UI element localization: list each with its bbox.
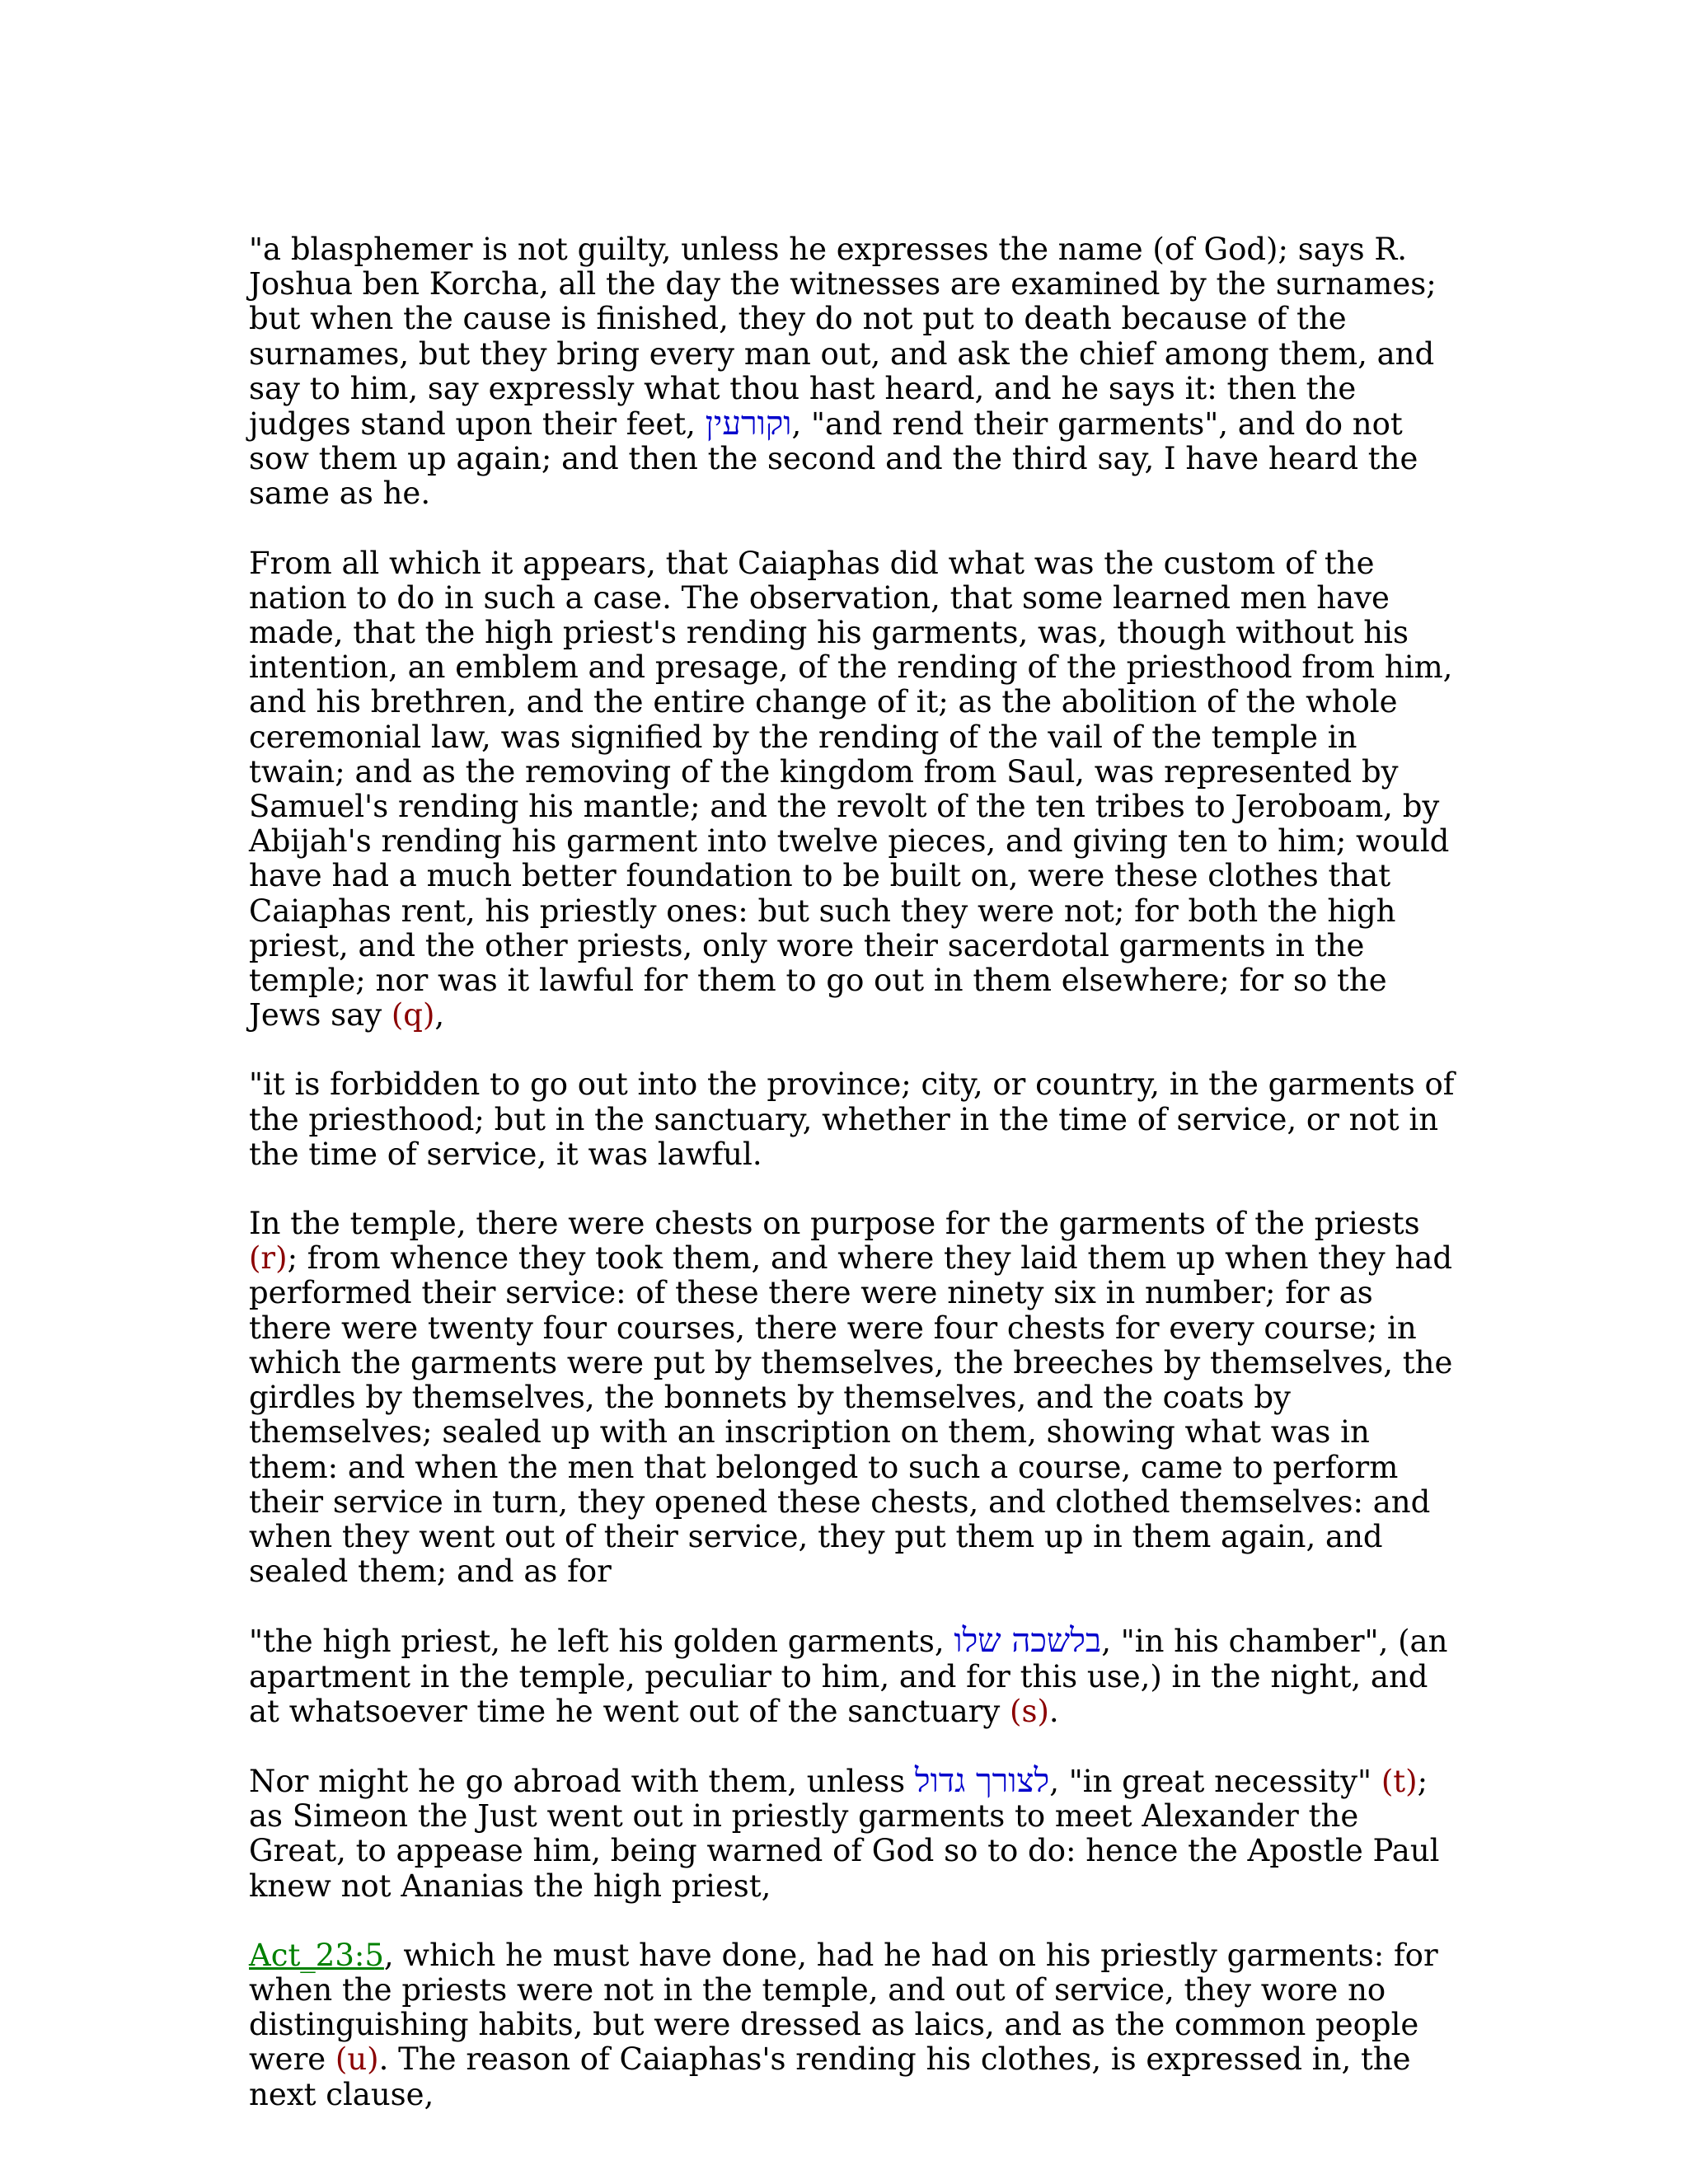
paragraph-commentary <box>249 1207 1461 1589</box>
paragraph-quote <box>249 1067 1461 1172</box>
paragraph-commentary <box>249 1938 1461 2112</box>
paragraph-gap <box>249 1904 1461 1938</box>
text-run: In the temple, there were chests on purpose for the garments of the priests <box>249 1206 1420 1242</box>
text-run: , "in great necessity" <box>1049 1763 1381 1799</box>
hebrew-term: בלשכה שלו <box>954 1622 1102 1661</box>
hebrew-term: וקורעין <box>705 405 792 443</box>
paragraph-quote <box>249 1624 1461 1729</box>
paragraph-gap <box>249 512 1461 546</box>
paragraph-gap <box>249 1729 1461 1764</box>
paragraph-gap <box>249 1033 1461 1067</box>
text-run: , "and rend their garments", and do not sow them up again; and then the second and the third say, I have heard the same as he. <box>249 406 1418 512</box>
footnote-ref-r[interactable]: (r) <box>249 1240 288 1277</box>
text-run: "a blasphemer is not guilty, unless he expresses the name (of God); says R. Joshua ben Korcha, all the day the witnesses are examined by the surnames; but when the cause is finished, they do not put to death because of the surnames, but they bring every man out, and ask the chief among them, and say to him, say expressly what thou hast heard, and he says it: then the judges stand upon their feet, <box>249 232 1437 443</box>
text-run: , <box>434 997 445 1033</box>
commentary-page <box>249 232 1461 2112</box>
text-run: . <box>1048 1693 1059 1729</box>
footnote-ref-t[interactable]: (t) <box>1381 1763 1418 1799</box>
text-run: Nor might he go abroad with them, unless <box>249 1763 915 1799</box>
scripture-link-acts-23-5[interactable]: Act_23:5 <box>249 1937 384 1973</box>
text-run: ; from whence they took them, and where they laid them up when they had performed their service: of these there were ninety six in number; for as there were twenty four courses, there were four chests for every course; in which the garments were put by themselves, the breeches by themselves, the girdles by themselves, the bonnets by themselves, and the coats by themselves; sealed up with an inscription on them, showing what was in them: and when the men that belonged to such a course, came to perform their service in turn, they opened these chests, and clothed themselves: and when they went out of their service, they put them up in them again, and sealed them; and as for <box>249 1240 1453 1590</box>
text-run: "the high priest, he left his golden garments, <box>249 1624 954 1660</box>
text-run: . The reason of Caiaphas's rending his clothes, is expressed in, the next clause, <box>249 2041 1411 2112</box>
footnote-ref-q[interactable]: (q) <box>391 997 435 1033</box>
footnote-ref-s[interactable]: (s) <box>1010 1693 1049 1729</box>
text-run: , "in his chamber", (an apartment in the temple, peculiar to him, and for this use,) in the night, and at whatsoever time he went out of the sanctuary <box>249 1624 1448 1729</box>
text-run: From all which it appears, that Caiaphas did what was the custom of the nation to do in such a case. The observation, that some learned men have made, that the high priest's rending his garments, was, though without his intention, an emblem and presage, of the rending of the priesthood from him, and his brethren, and the entire change of it; as the abolition of the whole ceremonial law, was signified by the rending of the vail of the temple in twain; and as the removing of the kingdom from Saul, was represented by Samuel's rending his mantle; and the revolt of the ten tribes to Jeroboam, by Abijah's rending his garment into twelve pieces, and giving ten to him; would have had a much better foundation to be built on, were these clothes that Caiaphas rent, his priestly ones: but such they were not; for both the high priest, and the other priests, only wore their sacerdotal garments in the temple; nor was it lawful for them to go out in them elsewhere; for so the Jews say <box>249 545 1453 1033</box>
paragraph-gap <box>249 1589 1461 1624</box>
paragraph-talmud-quote <box>249 232 1461 512</box>
text-run: "it is forbidden to go out into the province; city, or country, in the garments of the priesthood; but in the sanctuary, whether in the time of service, or not in the time of service, it was lawful. <box>249 1066 1455 1172</box>
paragraph-commentary <box>249 1761 1461 1904</box>
text-run: ; as Simeon the Just went out in priestly garments to meet Alexander the Great, to appease him, being warned of God so to do: hence the Apostle Paul knew not Ananias the high priest, <box>249 1763 1440 1904</box>
paragraph-gap <box>249 1172 1461 1207</box>
text-run: , which he must have done, had he had on his priestly garments: for when the priests were not in the temple, and out of service, they wore no distinguishing habits, but were dressed as laics, and as the common people were <box>249 1937 1438 2078</box>
paragraph-commentary <box>249 546 1461 1033</box>
footnote-ref-u[interactable]: (u) <box>335 2041 379 2078</box>
hebrew-term: לצורך גדול <box>914 1761 1050 1800</box>
